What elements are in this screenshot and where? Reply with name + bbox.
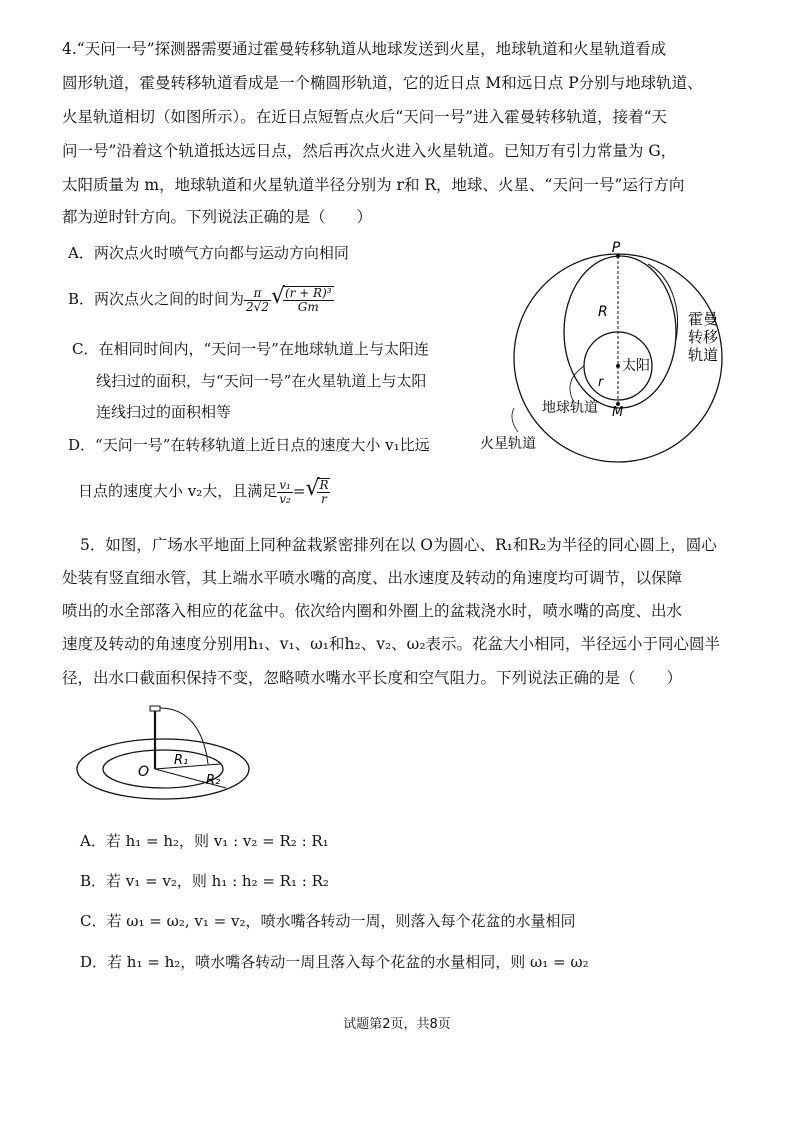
fraction-numerator: π [244,287,271,301]
radical-numerator: (r + R)³ [284,286,332,300]
label-R: R [598,304,608,320]
q4-option-b-text: B．两次点火之间的时间为 [68,290,245,308]
label-mars-orbit: 火星轨道 [480,436,536,452]
q4-stem-line: 太阳质量为 m，地球轨道和火星轨道半径分别为 r和 R，地球、火星、“天问一号”运行方向 [62,176,685,194]
q5-stem-line: 径，出水口截面积保持不变，忽略喷水嘴水平长度和空气阻力。下列说法正确的是（ ） [62,669,683,687]
q4-stem-line: 问一号”沿着这个轨道抵达远日点，然后再次点火进入火星轨道。已知万有引力常量为 G， [62,142,677,160]
q4-stem-line: 都为逆时针方向。下列说法正确的是（ ） [62,208,373,226]
label-transfer-2: 转移 [688,328,719,346]
q4-option-b-radical: √ $\frac{\text{(r + R)³}}{Gm}$ [270,284,332,314]
nozzle [150,706,160,711]
q4-option-d-radical: √ $\frac{R}{r}$ [305,476,329,506]
q4-option-d-text: 日点的速度大小 v₂大，且满足 [78,482,278,500]
label-p: P [611,240,621,256]
label-m: M [612,405,624,420]
q5-stem-line: 喷出的水全部落入相应的花盆中。依次给内圈和外圈上的盆栽浇水时，喷水嘴的高度、出水 [62,602,683,620]
q4-stem-line: 圆形轨道，霍曼转移轨道看成是一个椭圆形轨道，它的近日点 M和远日点 P分别与地球轨道、 [62,74,703,92]
label-r2: R₂ [206,773,221,788]
arrow-transfer [648,264,678,340]
label-r: r [598,375,604,390]
q4-stem-line: 4.“天问一号”探测器需要通过霍曼转移轨道从地球发送到火星，地球轨道和火星轨道看成 [62,40,667,58]
q5-option-a: A．若 h₁ = h₂，则 v₁ : v₂ = R₂ : R₁ [80,832,329,850]
q4-orbit-diagram [470,236,770,472]
radical-denominator: Gm [297,300,319,314]
q4-option-a: A．两次点火时喷气方向都与运动方向相同 [68,244,349,262]
q4-option-d-fraction: $\frac{\text{v₁}}{\text{v₂}}$ [279,477,291,506]
q4-option-b [68,286,334,314]
q5-sprinkler-diagram [76,704,276,804]
label-earth-orbit: 地球轨道 [542,400,598,416]
q5-stem-line: 速度及转动的角速度分别用h₁、v₁、ω₁和h₂、v₂、ω₂表示。花盆大小相同，半径远小于同心圆半 [62,635,721,653]
q5-option-b: B．若 v₁ = v₂，则 h₁ : h₂ = R₁ : R₂ [80,872,329,890]
q4-stem-line: 火星轨道相切（如图所示）。在近日点短暂点火后“天问一号”进入霍曼转移轨道，接着“天 [62,108,668,126]
q5-option-d: D．若 h₁ = h₂，喷水嘴各转动一周且落入每个花盆的水量相同，则 ω₁ = ω₂ [80,953,589,971]
label-transfer-3: 轨道 [688,346,719,364]
q4-option-c-line: 连线扫过的面积相等 [96,403,232,421]
q4-option-c-line: 线扫过的面积，与“天问一号”在火星轨道上与太阳 [96,372,427,390]
q5-option-c: C．若 ω₁ = ω₂, v₁ = v₂，喷水嘴各转动一周，则落入每个花盆的水量相同 [80,912,576,930]
page-footer: 试题第2页，共8页 [343,1017,451,1032]
label-sun: 太阳 [622,358,650,374]
q5-stem-line: 5．如图，广场水平地面上同种盆栽紧密排列在以 O为圆心、R₁和R₂为半径的同心圆上，圆心 [80,536,717,554]
q5-stem-line: 处装有竖直细水管，其上端水平喷水嘴的高度、出水速度及转动的角速度均可调节，以保障 [62,569,683,587]
q4-option-d-line1: D．“天问一号”在转移轨道上近日点的速度大小 v₁比远 [68,436,430,454]
label-transfer-1: 霍曼 [688,310,719,328]
leader-mars [512,408,518,432]
q4-option-b-fraction [244,287,271,314]
label-r1: R₁ [174,753,189,768]
label-o: O [138,764,150,780]
fraction-denominator: 2√2 [246,299,269,314]
q4-option-c-line: C．在相同时间内，“天问一号”在地球轨道上与太阳连 [72,340,429,358]
q4-option-d-line2: 日点的速度大小 v₂大，且满足 $\frac{\text{v₁}}{\text{v₂}}$ = √ $\frac{R}{r}$ [78,476,329,506]
sun-dot [616,364,620,368]
